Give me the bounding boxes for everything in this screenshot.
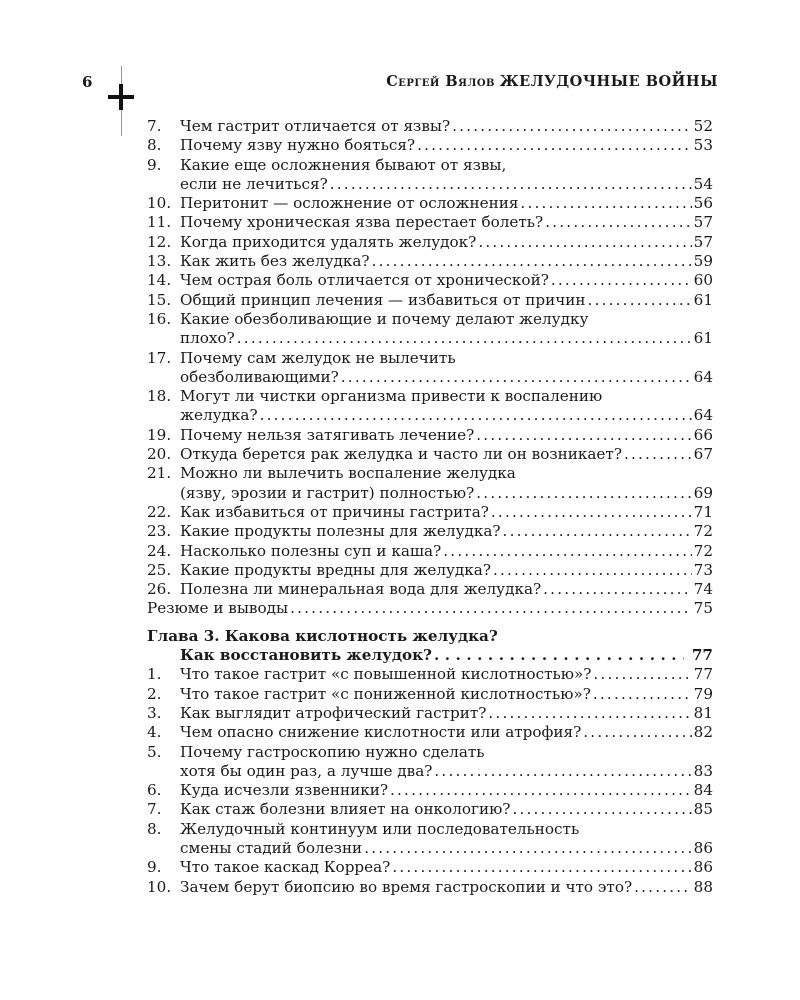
toc-page-number: 66 <box>693 425 713 444</box>
toc-entry[interactable] <box>147 704 713 723</box>
toc-entry-title: Чем опасно снижение кислотности или атрофия? <box>180 723 582 742</box>
toc-entry-title: Общий принцип лечения — избавиться от причин <box>180 290 586 309</box>
toc-entry-number: 10. <box>147 877 172 896</box>
toc-entry[interactable] <box>147 252 713 271</box>
toc-entry-title: Зачем берут биопсию во время гастроскопии и что это? <box>180 877 633 896</box>
crop-mark-plus-icon <box>108 84 134 110</box>
page-number: 6 <box>82 73 93 91</box>
toc-entry-number: 19. <box>147 425 172 444</box>
toc-page-number: 81 <box>693 703 713 722</box>
dot-leader <box>503 522 692 541</box>
toc-entry-title: Когда приходится удалять желудок? <box>180 232 477 251</box>
toc-entry[interactable] <box>147 271 713 290</box>
toc-entry-number: 12. <box>147 232 172 251</box>
toc-entry-number: 9. <box>147 155 162 174</box>
toc-entry-number: 8. <box>147 136 162 155</box>
toc-entry-title: обезболивающими? <box>180 367 339 386</box>
toc-entry[interactable] <box>147 665 713 684</box>
toc-page-number: 52 <box>693 117 713 135</box>
toc-page-number: 57 <box>693 232 713 251</box>
dot-leader <box>512 800 691 819</box>
dot-leader <box>634 878 692 897</box>
toc-entry-number: 5. <box>147 742 162 761</box>
toc-entry-title: Желудочный континуум или последовательность <box>180 819 580 838</box>
toc-entry-number: 7. <box>147 117 162 135</box>
book-title: ЖЕЛУДОЧНЫЕ ВОЙНЫ <box>499 73 718 90</box>
toc-entry-title: желудка? <box>180 406 258 425</box>
toc-entry[interactable] <box>147 233 713 252</box>
toc-entry-title: Почему гастроскопию нужно сделать <box>180 742 485 761</box>
toc-entry-title: Что такое гастрит «с пониженной кислотностью»? <box>180 684 591 703</box>
toc-entry-title: Могут ли чистки организма привести к воспалению <box>180 387 603 406</box>
toc-page-number: 56 <box>693 194 713 213</box>
toc-entry-number: 1. <box>147 665 162 684</box>
toc-entry[interactable] <box>147 156 713 195</box>
toc-entry-number: 24. <box>147 541 172 560</box>
toc-entry[interactable] <box>147 878 713 897</box>
toc-page-number: 54 <box>693 174 713 193</box>
toc-page-number: 86 <box>693 838 713 857</box>
toc-page-number: 60 <box>693 271 713 290</box>
toc-entry-title: Как жить без желудка? <box>180 252 370 271</box>
toc-entry-title: плохо? <box>180 329 235 348</box>
dot-leader <box>551 271 692 290</box>
toc-entry-title: Чем гастрит отличается от язвы? <box>180 117 451 135</box>
toc-page-number: 74 <box>693 580 713 599</box>
dot-leader <box>476 426 691 445</box>
toc-entry-number: 20. <box>147 445 172 464</box>
dot-leader <box>493 561 692 580</box>
toc-entry[interactable] <box>147 194 713 213</box>
toc-entry-number: 17. <box>147 348 172 367</box>
dot-leader <box>593 685 692 704</box>
toc-entry-number: 18. <box>147 387 172 406</box>
toc-entry[interactable] <box>147 858 713 877</box>
dot-leader <box>452 117 692 136</box>
dot-leader <box>593 665 691 684</box>
chapter-heading-line2[interactable] <box>147 646 713 665</box>
toc-entry[interactable] <box>147 561 713 580</box>
dot-leader <box>260 406 692 425</box>
toc-entry-title: Как избавиться от причины гастрита? <box>180 502 489 521</box>
toc-page-number: 61 <box>693 329 713 348</box>
toc-entry-number: 3. <box>147 703 162 722</box>
toc-entry-number: 15. <box>147 290 172 309</box>
toc-summary[interactable] <box>147 599 713 618</box>
toc-entry-title: Почему язву нужно бояться? <box>180 136 416 155</box>
toc-entry-number: 7. <box>147 800 162 819</box>
toc-entry-number: 14. <box>147 271 172 290</box>
dot-leader <box>488 704 691 723</box>
toc-entry[interactable] <box>147 349 713 388</box>
toc-entry-title: Почему хроническая язва перестает болеть? <box>180 213 544 232</box>
toc-entry[interactable] <box>147 743 713 782</box>
toc-entry-number: 6. <box>147 781 162 800</box>
dot-leader <box>520 194 691 213</box>
dot-leader <box>545 213 691 232</box>
dot-leader <box>364 839 691 858</box>
toc-entry-number: 16. <box>147 309 172 328</box>
toc-entry-title: Как выглядит атрофический гастрит? <box>180 703 487 722</box>
toc-section-chapter2 <box>147 117 713 599</box>
toc-entry-title: Почему нельзя затягивать лечение? <box>180 425 475 444</box>
toc-entry[interactable] <box>147 310 713 349</box>
dot-leader <box>330 175 692 194</box>
toc-entry[interactable] <box>147 464 713 503</box>
toc-entry-number: 2. <box>147 684 162 703</box>
dot-leader <box>237 329 692 348</box>
dot-leader <box>390 781 692 800</box>
toc-entry-number: 22. <box>147 502 172 521</box>
toc-entry-title: Полезна ли минеральная вода для желудка? <box>180 580 542 599</box>
toc-entry[interactable] <box>147 445 713 464</box>
toc-page-number: 82 <box>693 723 713 742</box>
toc-entry[interactable] <box>147 387 713 426</box>
dot-leader <box>392 858 691 877</box>
toc-page-number: 75 <box>693 599 713 618</box>
toc-page-number: 61 <box>693 290 713 309</box>
toc-entry-number: 26. <box>147 580 172 599</box>
toc-entry-title: Какие продукты полезны для желудка? <box>180 522 501 541</box>
chapter-title-line2: Как восстановить желудок? <box>180 646 432 665</box>
toc-entry-title: Можно ли вылечить воспаление желудка <box>180 464 516 483</box>
toc-entry[interactable] <box>147 426 713 445</box>
dot-leader <box>434 762 691 781</box>
toc-entry[interactable] <box>147 580 713 599</box>
toc-page-number: 84 <box>693 781 713 800</box>
dot-leader <box>372 252 692 271</box>
toc-entry-title: Откуда берется рак желудка и часто ли он возникает? <box>180 445 622 464</box>
dot-leader <box>443 542 691 561</box>
toc-entry-title: если не лечиться? <box>180 174 328 193</box>
toc-page-number: 57 <box>693 213 713 232</box>
toc-page-number: 77 <box>693 665 713 684</box>
toc-entry-number: 23. <box>147 522 172 541</box>
dot-leader <box>434 646 684 665</box>
toc-page-number: 88 <box>693 877 713 896</box>
toc-page-number: 59 <box>693 252 713 271</box>
dot-leader <box>341 368 692 387</box>
toc-entry-title: (язву, эрозии и гастрит) полностью? <box>180 483 475 502</box>
toc-entry-title: Какие обезболивающие и почему делают желудку <box>180 309 589 328</box>
toc-entry-title: Насколько полезны суп и каша? <box>180 541 442 560</box>
toc-entry-title: Чем острая боль отличается от хронической? <box>180 271 549 290</box>
toc-entry-title: Что такое гастрит «с повышенной кислотностью»? <box>180 665 592 684</box>
toc-page-number: 69 <box>693 483 713 502</box>
toc-page-number: 71 <box>693 502 713 521</box>
toc-entry-number: 11. <box>147 213 172 232</box>
dot-leader <box>290 599 692 618</box>
toc-entry[interactable] <box>147 503 713 522</box>
toc-page-number: 79 <box>693 684 713 703</box>
toc-entry[interactable] <box>147 800 713 819</box>
toc-page-number: 86 <box>693 858 713 877</box>
toc-section-chapter3 <box>147 665 713 897</box>
chapter-page-number: 77 <box>691 646 713 665</box>
toc-page-number: 83 <box>693 761 713 780</box>
chapter-heading <box>147 627 713 646</box>
toc-entry-title: Что такое каскад Корреа? <box>180 858 391 877</box>
toc-entry-number: 10. <box>147 194 172 213</box>
toc-page-number: 67 <box>693 445 713 464</box>
dot-leader <box>583 723 691 742</box>
toc-entry[interactable] <box>147 781 713 800</box>
toc-page-number: 73 <box>693 560 713 579</box>
toc-page-number: 64 <box>693 406 713 425</box>
toc-page-number: 85 <box>693 800 713 819</box>
toc-entry[interactable] <box>147 136 713 155</box>
toc-entry[interactable] <box>147 820 713 859</box>
toc-entry[interactable] <box>147 542 713 561</box>
toc-entry-number: 8. <box>147 819 162 838</box>
dot-leader <box>476 484 691 503</box>
toc-entry-number: 25. <box>147 560 172 579</box>
dot-leader <box>478 233 691 252</box>
toc-entry-title: Куда исчезли язвенники? <box>180 781 388 800</box>
toc-entry-number: 4. <box>147 723 162 742</box>
toc-entry-title: Почему сам желудок не вылечить <box>180 348 456 367</box>
author-name: Сергей Вялов <box>386 73 496 90</box>
toc-entry-title: Как стаж болезни влияет на онкологию? <box>180 800 511 819</box>
toc-page-number: 64 <box>693 367 713 386</box>
toc-entry-title: смены стадий болезни <box>180 838 363 857</box>
dot-leader <box>588 291 692 310</box>
toc-entry-number: 9. <box>147 858 162 877</box>
dot-leader <box>417 136 692 155</box>
toc-entry-title: Какие продукты вредны для желудка? <box>180 560 491 579</box>
toc-entry[interactable] <box>147 291 713 310</box>
chapter-title-line1: Глава 3. Какова кислотность желудка? <box>147 626 498 645</box>
toc-page-number: 72 <box>693 541 713 560</box>
running-head <box>386 73 718 90</box>
toc-page-number: 72 <box>693 522 713 541</box>
toc-entry-number: 21. <box>147 464 172 483</box>
toc-page-number: 53 <box>693 136 713 155</box>
dot-leader <box>491 503 692 522</box>
toc-entry-title: Какие еще осложнения бывают от язвы, <box>180 155 507 174</box>
toc-entry-title: хотя бы один раз, а лучше два? <box>180 761 433 780</box>
toc-entry-title: Перитонит — осложнение от осложнения <box>180 194 519 213</box>
toc-entry[interactable] <box>147 117 713 136</box>
toc-entry-number: 13. <box>147 252 172 271</box>
dot-leader <box>543 580 692 599</box>
toc-entry[interactable] <box>147 723 713 742</box>
dot-leader <box>624 445 692 464</box>
toc-summary-label: Резюме и выводы <box>147 599 289 618</box>
toc-entry[interactable] <box>147 522 713 541</box>
table-of-contents <box>147 117 713 897</box>
toc-entry[interactable] <box>147 685 713 704</box>
toc-entry[interactable] <box>147 213 713 232</box>
